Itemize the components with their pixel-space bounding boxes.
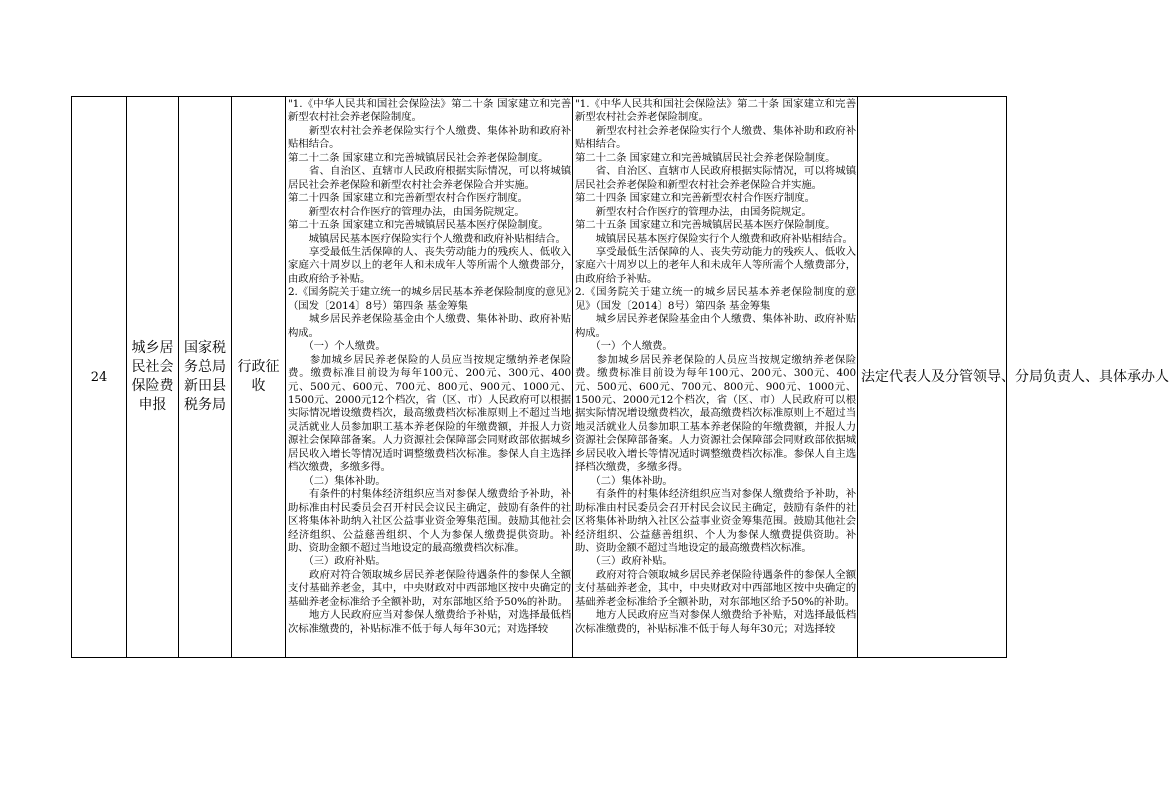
basis-paragraph: 第二十四条 国家建立和完善新型农村合作医疗制度。 [288, 192, 528, 205]
basis-paragraph: 第二十五条 国家建立和完善城镇居民基本医疗保险制度。 [288, 219, 549, 232]
basis-paragraph: 有条件的村集体经济组织应当对参保人缴费给予补助，补助标准由村民委员会召开村民会议民主确定，鼓励有条件的社区将集体补助纳入社区公益事业资金筹集范围。鼓励其他社会经济组织、公益慈善组织、个人为参保人缴费提供资助。补助、资助金额不超过当地设定的最高缴费档次标准。 [575, 488, 856, 554]
category-cell [232, 97, 286, 658]
basis-paragraph: 新型农村合作医疗的管理办法，由国务院规定。 [288, 205, 525, 218]
basis-paragraph: 城镇居民基本医疗保险实行个人缴费和政府补贴相结合。 [288, 232, 566, 245]
basis-paragraph: 第二十五条 国家建立和完善城镇居民基本医疗保险制度。 [575, 219, 836, 232]
agency-name: 国家税务总局新田县税务局 [184, 340, 226, 413]
basis-paragraph: 第二十四条 国家建立和完善新型农村合作医疗制度。 [575, 192, 815, 205]
basis-paragraph: （一）个人缴费。 [288, 340, 386, 353]
basis-paragraph: （二）集体补助。 [288, 474, 386, 487]
row-number: 24 [90, 369, 108, 385]
legal-basis-cell [286, 97, 573, 658]
service-item-table [71, 96, 1169, 658]
basis-paragraph: 政府对符合领取城乡居民养老保险待遇条件的参保人全额支付基础养老金，其中，中央财政对中西部地区按中央确定的基础养老金标准给予全额补助，对东部地区给予50%的补助。 [288, 568, 571, 608]
basis-paragraph: 享受最低生活保障的人、丧失劳动能力的残疾人、低收入家庭六十周岁以上的老年人和未成年人等所需个人缴费部分，由政府给予补贴。 [575, 245, 856, 285]
basis-paragraph: 有条件的村集体经济组织应当对参保人缴费给予补助，补助标准由村民委员会召开村民会议民主确定，鼓励有条件的社区将集体补助纳入社区公益事业资金筹集范围。鼓励其他社会经济组织、公益慈善组织、个人为参保人缴费提供资助。补助、资助金额不超过当地设定的最高缴费档次标准。 [288, 488, 571, 554]
basis-paragraph: 新型农村社会养老保险实行个人缴费、集体补助和政府补贴相结合。 [288, 124, 571, 151]
basis-paragraph: 省、自治区、直辖市人民政府根据实际情况，可以将城镇居民社会养老保险和新型农村社会养老保险合并实施。 [288, 165, 571, 191]
power-category: 行政征收 [237, 359, 280, 394]
basis-paragraph: 省、自治区、直辖市人民政府根据实际情况，可以将城镇居民社会养老保险和新型农村社会养老保险合并实施。 [575, 165, 856, 191]
item-name-cell [127, 97, 179, 658]
basis-paragraph: 地方人民政府应当对参保人缴费给予补贴，对选择最低档次标准缴费的，补贴标准不低于每人每年30元；对选择较 [288, 609, 571, 635]
basis-paragraph: （一）个人缴费。 [575, 340, 673, 353]
legal-basis-copy-cell [573, 97, 858, 658]
basis-paragraph: 城乡居民养老保险基金由个人缴费、集体补助、政府补贴构成。 [288, 313, 571, 339]
basis-paragraph: 参加城乡居民养老保险的人员应当按规定缴纳养老保险费。缴费标准目前设为每年100元、200元、300元、400元、500元、600元、700元、800元、900元、1000元、1500元、2000元12个档次，省（区、市）人民政府可以根据实际情况增设缴费档次，最高缴费档次标准原则上不超过当地灵活就业人员参加职工基本养老保险的年缴费额，并报人力资源社会保障部备案。人力资源社会保障部会同财政部依据城乡居民收入增长等情况适时调整缴费档次标准。参保人自主选择档次缴费，多缴多得。 [288, 353, 571, 474]
basis-paragraph: 2.《国务院关于建立统一的城乡居民基本养老保险制度的意见》（国发〔2014〕8号）第四条 基金筹集 [575, 286, 856, 312]
basis-paragraph: "1.《中华人民共和国社会保险法》第二十条 国家建立和完善新型农村社会养老保险制度。 [288, 98, 571, 124]
agency-cell [179, 97, 232, 658]
basis-paragraph: 第二十二条 国家建立和完善城镇居民社会养老保险制度。 [575, 151, 836, 164]
basis-paragraph: 城乡居民养老保险基金由个人缴费、集体补助、政府补贴构成。 [575, 313, 856, 339]
basis-paragraph: （三）政府补贴。 [575, 555, 673, 568]
basis-paragraph: 新型农村社会养老保险实行个人缴费、集体补助和政府补贴相结合。 [575, 124, 856, 151]
basis-paragraph: 第二十二条 国家建立和完善城镇居民社会养老保险制度。 [288, 151, 549, 164]
basis-paragraph: 2.《国务院关于建立统一的城乡居民基本养老保险制度的意见》（国发〔2014〕8号）第四条 基金筹集 [288, 286, 571, 312]
basis-paragraph: （二）集体补助。 [575, 474, 673, 487]
table-row [72, 97, 1007, 658]
responsibility-subjects: 法定代表人及分管领导、分局负责人、具体承办人 [861, 368, 1169, 385]
row-number-cell [72, 97, 127, 658]
basis-paragraph: "1.《中华人民共和国社会保险法》第二十条 国家建立和完善新型农村社会养老保险制度。 [575, 98, 856, 124]
basis-paragraph: 政府对符合领取城乡居民养老保险待遇条件的参保人全额支付基础养老金，其中，中央财政对中西部地区按中央确定的基础养老金标准给予全额补助，对东部地区给予50%的补助。 [575, 568, 856, 608]
basis-paragraph: （三）政府补贴。 [288, 555, 386, 568]
legal-basis-text [286, 97, 572, 657]
basis-paragraph: 新型农村合作医疗的管理办法，由国务院规定。 [575, 205, 812, 218]
legal-basis-copy-text [573, 97, 857, 657]
basis-paragraph: 城镇居民基本医疗保险实行个人缴费和政府补贴相结合。 [575, 232, 853, 245]
basis-paragraph: 地方人民政府应当对参保人缴费给予补贴，对选择最低档次标准缴费的，补贴标准不低于每人每年30元；对选择较 [575, 609, 856, 635]
responsibility-cell [858, 97, 1169, 658]
basis-paragraph: 享受最低生活保障的人、丧失劳动能力的残疾人、低收入家庭六十周岁以上的老年人和未成年人等所需个人缴费部分，由政府给予补贴。 [288, 245, 571, 285]
basis-paragraph: 参加城乡居民养老保险的人员应当按规定缴纳养老保险费。缴费标准目前设为每年100元、200元、300元、400元、500元、600元、700元、800元、900元、1000元、1500元、2000元12个档次，省（区、市）人民政府可以根据实际情况增设缴费档次，最高缴费档次标准原则上不超过当地灵活就业人员参加职工基本养老保险的年缴费额，并报人力资源社会保障部备案。人力资源社会保障部会同财政部依据城乡居民收入增长等情况适时调整缴费档次标准。参保人自主选择档次缴费，多缴多得。 [575, 353, 856, 474]
item-name: 城乡居民社会保险费申报 [131, 340, 174, 413]
